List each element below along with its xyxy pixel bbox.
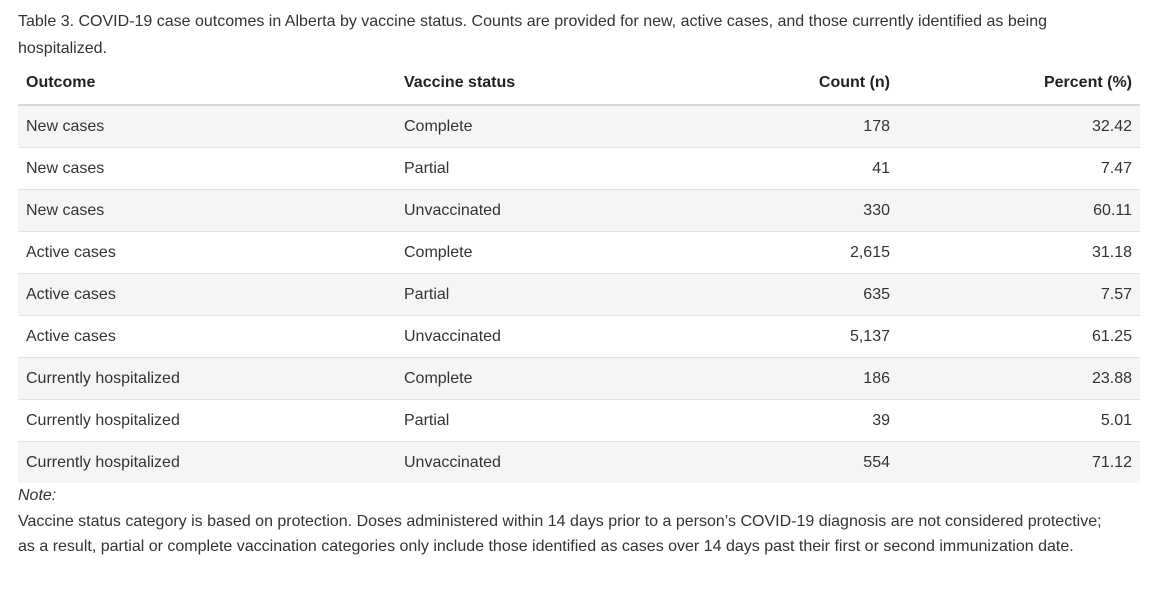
cell-percent: 7.47 — [898, 148, 1140, 190]
cell-outcome: Active cases — [18, 316, 396, 358]
cell-outcome: Currently hospitalized — [18, 358, 396, 400]
cell-percent: 5.01 — [898, 400, 1140, 442]
header-percent: Percent (%) — [898, 62, 1140, 105]
cell-vaccine-status: Complete — [396, 232, 712, 274]
cell-count: 2,615 — [712, 232, 898, 274]
table-row — [18, 232, 1140, 274]
header-vaccine-status: Vaccine status — [396, 62, 712, 105]
cell-count: 5,137 — [712, 316, 898, 358]
table-row — [18, 442, 1140, 484]
cell-vaccine-status: Partial — [396, 274, 712, 316]
cell-outcome: Currently hospitalized — [18, 400, 396, 442]
cell-vaccine-status: Complete — [396, 105, 712, 148]
cell-count: 635 — [712, 274, 898, 316]
cell-count: 330 — [712, 190, 898, 232]
cell-outcome: Active cases — [18, 232, 396, 274]
header-outcome: Outcome — [18, 62, 396, 105]
cell-vaccine-status: Complete — [396, 358, 712, 400]
cell-percent: 32.42 — [898, 105, 1140, 148]
cell-count: 554 — [712, 442, 898, 484]
cell-outcome: New cases — [18, 148, 396, 190]
cell-vaccine-status: Unvaccinated — [396, 316, 712, 358]
cell-percent: 23.88 — [898, 358, 1140, 400]
cell-percent: 31.18 — [898, 232, 1140, 274]
table-header-row — [18, 62, 1140, 105]
table-row — [18, 148, 1140, 190]
cell-count: 41 — [712, 148, 898, 190]
cell-count: 186 — [712, 358, 898, 400]
table-row — [18, 105, 1140, 148]
cell-outcome: New cases — [18, 190, 396, 232]
table-row — [18, 400, 1140, 442]
table-caption: Table 3. COVID-19 case outcomes in Alberta by vaccine status. Counts are provided for new, active cases, and those currently identified as being hospitalized. — [18, 13, 1047, 57]
cell-percent: 71.12 — [898, 442, 1140, 484]
table-row — [18, 190, 1140, 232]
cell-vaccine-status: Partial — [396, 148, 712, 190]
cell-outcome: Active cases — [18, 274, 396, 316]
header-count: Count (n) — [712, 62, 898, 105]
note-label: Note: — [18, 487, 57, 504]
cell-outcome: New cases — [18, 105, 396, 148]
cell-percent: 7.57 — [898, 274, 1140, 316]
cell-vaccine-status: Unvaccinated — [396, 190, 712, 232]
table-row — [18, 274, 1140, 316]
cell-percent: 61.25 — [898, 316, 1140, 358]
cell-vaccine-status: Unvaccinated — [396, 442, 712, 484]
table-row — [18, 358, 1140, 400]
table-row — [18, 316, 1140, 358]
cell-percent: 60.11 — [898, 190, 1140, 232]
outcomes-table — [18, 62, 1140, 483]
note-text: Vaccine status category is based on protection. Doses administered within 14 days prior to a person’s COVID-19 diagnosis are not considered protective; as a result, partial or complete vaccination categories only include those identified as cases over 14 days past their first or second immunization date. — [18, 513, 1102, 555]
cell-count: 178 — [712, 105, 898, 148]
cell-outcome: Currently hospitalized — [18, 442, 396, 484]
cell-vaccine-status: Partial — [396, 400, 712, 442]
cell-count: 39 — [712, 400, 898, 442]
